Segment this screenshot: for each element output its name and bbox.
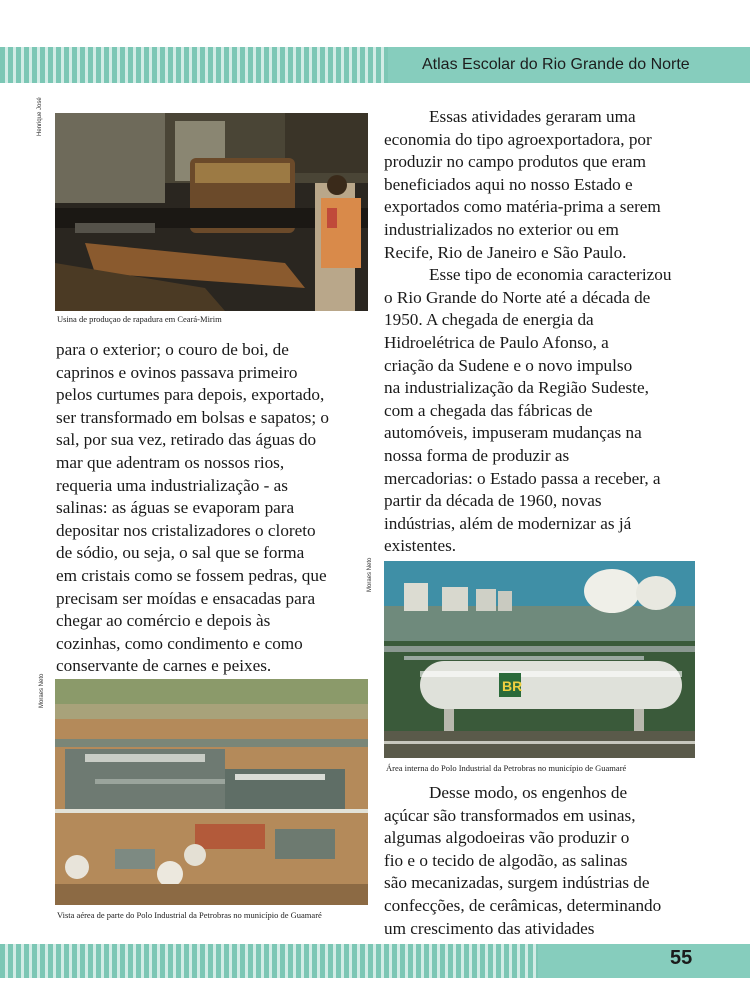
text-line: confecções, de cerâmicas, determinando	[384, 895, 662, 915]
aerial-photo-illustration	[55, 679, 368, 905]
footer-tab	[538, 944, 750, 978]
text-line: mar que adentram os nossos rios,	[56, 452, 285, 472]
text-line: com a chegada das fábricas de	[384, 400, 593, 420]
br-logo: BR	[502, 678, 523, 694]
text-line: açúcar são transformados em usinas,	[384, 805, 636, 825]
text-line: conservante de carnes e peixes.	[56, 656, 272, 676]
text-line: Desse modo, os engenhos de	[429, 783, 628, 802]
text-line: o Rio Grande do Norte até a década de	[384, 287, 651, 307]
left-column-text	[56, 339, 376, 678]
text-line: sal, por sua vez, retirado das águas do	[56, 430, 317, 450]
text-line: requeria uma industrialização - as	[56, 475, 288, 495]
page-number: 55	[670, 947, 693, 969]
text-line: cozinhas, como condimento e como	[56, 633, 303, 653]
text-line: um crescimento das atividades	[384, 918, 595, 938]
text-line: exportados como matéria-prima a serem	[384, 197, 661, 217]
caption-rapadura: Usina de produçao de rapadura em Ceará-Mirim	[57, 314, 222, 324]
atlas-title: Atlas Escolar do Rio Grande do Norte	[422, 56, 690, 73]
text-line: mercadorias: o Estado passa a receber, a	[384, 468, 661, 488]
caption-aerial: Vista aérea de parte do Polo Industrial da Petrobras no município de Guamaré	[57, 910, 322, 920]
text-line: Essas atividades geraram uma	[429, 107, 636, 126]
text-line: industrializados no exterior ou em	[384, 219, 619, 239]
text-line: partir da década de 1960, novas	[384, 491, 602, 511]
text-line: Hidroelétrica de Paulo Afonso, a	[384, 332, 609, 352]
text-line: Recife, Rio de Janeiro e São Paulo.	[384, 242, 627, 262]
text-line: são mecanizadas, surgem indústrias de	[384, 873, 650, 893]
text-line: fio e o tecido de algodão, as salinas	[384, 850, 628, 870]
text-line: ser transformado em bolsas e sapatos; o	[56, 407, 330, 427]
right-column-text-bottom	[384, 782, 714, 940]
text-line: chegar ao comércio e depois às	[56, 611, 271, 631]
tanks-photo	[384, 561, 695, 758]
tanks-photo-illustration	[384, 561, 695, 758]
text-line: precisam ser moídas e ensacadas para	[56, 588, 316, 608]
text-line: automóveis, impuseram mudanças na	[384, 423, 642, 443]
text-line: depositar nos cristalizadores o cloreto	[56, 520, 316, 540]
text-line: indústrias, além de modernizar as já	[384, 513, 632, 533]
text-line: economia do tipo agroexportadora, por	[384, 129, 652, 149]
text-line: beneficiados aqui no nosso Estado e	[384, 174, 633, 194]
caption-tanks: Área interna do Polo Industrial da Petrobras no município de Guamaré	[386, 763, 627, 773]
text-line: algumas algodoeiras vão produzir o	[384, 828, 630, 848]
rapadura-photo-illustration	[55, 113, 368, 311]
rapadura-photo	[55, 113, 368, 311]
text-line: pelos curtumes para depois, exportado,	[56, 385, 325, 405]
text-line: de sódio, ou seja, o sal que se forma	[56, 543, 305, 563]
aerial-photo	[55, 679, 368, 905]
text-line: salinas: as águas se evaporam para	[56, 498, 295, 518]
text-line: Esse tipo de economia caracterizou	[429, 265, 672, 285]
text-line: 1950. A chegada de energia da	[384, 310, 594, 330]
text-line: na industrialização da Região Sudeste,	[384, 378, 649, 398]
photo-credit-aerial: Moraes Neto	[39, 673, 45, 708]
right-column-text-top	[384, 106, 714, 558]
text-line: produzir no campo produtos que eram	[384, 152, 647, 172]
text-line: criação da Sudene e o novo impulso	[384, 355, 633, 375]
text-line: existentes.	[384, 536, 457, 556]
photo-credit-rapadura: Henrique José	[37, 97, 43, 136]
text-line: em cristais como se fossem pedras, que	[56, 565, 327, 585]
text-line: nossa forma de produzir as	[384, 445, 570, 465]
text-line: caprinos e ovinos passava primeiro	[56, 362, 298, 382]
photo-credit-tanks: Moraes Neto	[367, 557, 373, 592]
text-line: para o exterior; o couro de boi, de	[56, 340, 289, 359]
